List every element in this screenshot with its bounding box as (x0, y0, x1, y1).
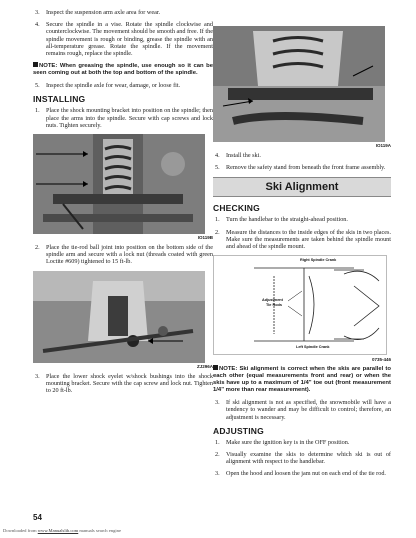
photo-code: IO119A (375, 143, 391, 148)
download-footer: Downloaded from www.Manualslib.com manuals search engine (3, 528, 121, 533)
note-bullet-icon (33, 62, 38, 67)
manualslib-link[interactable]: www.Manualslib.com (37, 528, 79, 533)
section-title: Ski Alignment (213, 177, 391, 197)
step-4: 4. Secure the spindle in a vise. Rotate the spindle clockwise and counterclockwise. The movement should be smooth and free. If the spindle movement is rough or binding, grease the spindle with an all-temperature grease. Rotate the spindle. If the movement remains rough, replace the spindle. (35, 21, 213, 58)
tie-rods-label: Tie Rods (266, 303, 282, 308)
step-4-install-ski: 4. Install the ski. (215, 152, 261, 159)
checking-heading: CHECKING (213, 203, 260, 214)
adjust-step-3: 3. Open the hood and loosen the jam nut on each end of the tie rod. (215, 470, 386, 478)
right-column (213, 26, 391, 483)
photo-code: IO119B (197, 235, 213, 241)
alignment-note: NOTE: Ski alignment is correct when the skis are parallel to each other (equal measurements front and rear) or when the skis have up to a maximum of 1/4" toe out (front measurement 1/4" more than rear measurement). (213, 366, 391, 394)
install-step-2: 2. Place the tie-rod ball joint into position on the bottom side of the spindle arm and secure with a lock nut (threads coated with green Loctite #609) tightened to 15 ft-lb. (35, 244, 213, 266)
step-5: 5. Inspect the spindle axle for wear, damage, or loose fit. (35, 82, 181, 90)
adjusting-heading: ADJUSTING (213, 425, 264, 436)
adjustment-label: Adjustment (262, 298, 283, 303)
left-column (33, 9, 213, 399)
adjust-step-2: 2. Visually examine the skis to determine which ski is out of alignment with respect to the handlebar. (215, 451, 391, 466)
note-bullet-icon (213, 365, 218, 370)
left-crank-label: Left Spindle Crank (296, 345, 330, 350)
install-step-3: 3. Place the lower shock eyelet w/shock bushings into the shock mounting bracket. Secure with the cap screw and lock nut. Tighten to 20 ft-lb. (35, 372, 213, 395)
check-step-3: 3. If ski alignment is not as specified, the snowmobile will have a tendency to wander and may be difficult to control; therefore, an adjustment is necessary. (215, 399, 391, 421)
photo-ski-mount (213, 26, 391, 148)
photo-code: ZJ296A (196, 363, 213, 369)
installing-heading: INSTALLING (33, 94, 86, 105)
check-step-2: 2. Measure the distances to the inside edges of the skis in two places. Make sure the measurements are taken behind the spindle mount and ahead of the spindle mount. (215, 228, 391, 251)
adjust-step-1: 1. Make sure the ignition key is in the OFF position. (215, 438, 350, 446)
photo-tie-rod (33, 271, 213, 369)
photo-image (213, 26, 385, 142)
grease-note: NOTE: When greasing the spindle, use enough so it can be seen coming out at both the top and bottom of the spindle. (33, 63, 213, 77)
page-number: 54 (33, 513, 42, 522)
diagram-code: 0735-446 (371, 357, 391, 363)
photo-image (33, 271, 205, 363)
install-step-1: 1. Place the shock mounting bracket into position on the spindle; then place the arms into the spindle. Secure with cap screws and lock nuts. Tighten securely. (35, 107, 213, 129)
right-crank-label: Right Spindle Crank (300, 258, 337, 263)
photo-image (33, 134, 205, 234)
check-step-1: 1. Turn the handlebar to the straight-ahead position. (215, 216, 348, 224)
ski-alignment-diagram (213, 255, 387, 355)
step-3: 3. Inspect the suspension arm axle area for wear. (35, 9, 161, 16)
step-5-remove-stand: 5. Remove the safety stand from beneath the front frame assembly. (215, 164, 386, 172)
photo-shock-bracket (33, 134, 213, 240)
